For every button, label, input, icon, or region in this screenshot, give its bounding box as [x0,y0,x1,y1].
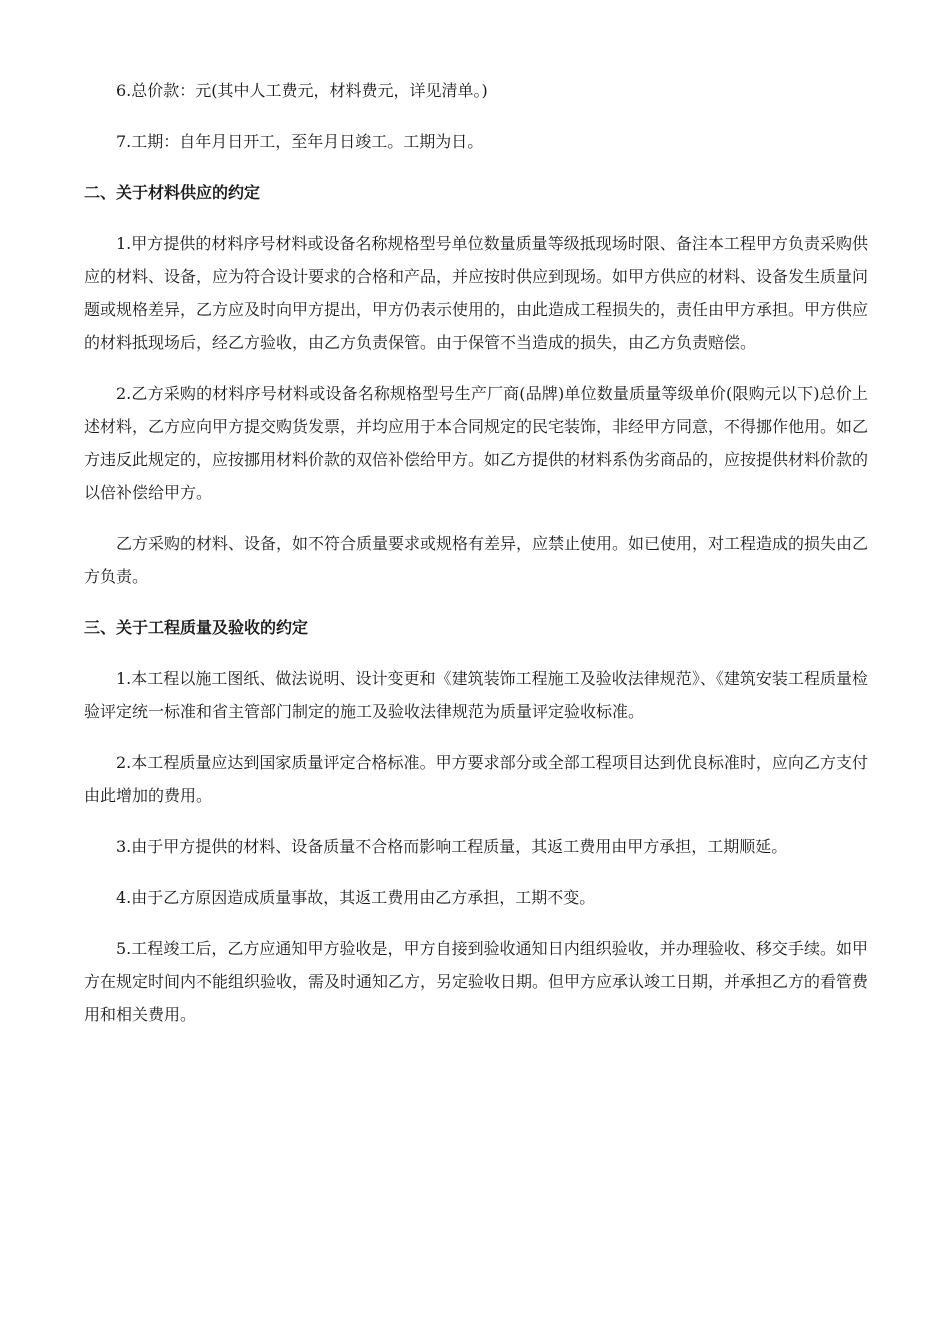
paragraph-total-price: 6.总价款：元(其中人工费元，材料费元，详见清单。) [116,81,488,100]
paragraph-party-b-rework: 4.由于乙方原因造成质量事故，其返工费用由乙方承担，工期不变。 [116,888,596,907]
paragraph-construction-period: 7.工期：自年月日开工，至年月日竣工。工期为日。 [116,132,484,151]
paragraph-party-b-nonconforming: 乙方采购的材料、设备，如不符合质量要求或规格有差异，应禁止使用。如已使用，对工程造成的损失由乙方负责。 [84,534,869,586]
section-heading-quality-acceptance: 三、关于工程质量及验收的约定 [84,618,309,637]
paragraph-quality-grade: 2.本工程质量应达到国家质量评定合格标准。甲方要求部分或全部工程项目达到优良标准时，应向乙方支付由此增加的费用。 [84,753,868,805]
paragraph-quality-standards: 1.本工程以施工图纸、做法说明、设计变更和《建筑装饰工程施工及验收法律规范》、《建筑安装工程质量检验评定统一标准和省主管部门制定的施工及验收法律规范为质量评定验收标准。 [84,669,868,721]
section-heading-material-supply: 二、关于材料供应的约定 [84,183,261,202]
paragraph-party-a-rework: 3.由于甲方提供的材料、设备质量不合格而影响工程质量，其返工费用由甲方承担，工期顺延。 [116,837,788,856]
paragraph-party-b-materials: 2.乙方采购的材料序号材料或设备名称规格型号生产厂商(品牌)单位数量质量等级单价(限购元以下)总价上述材料，乙方应向甲方提交购货发票，并均应用于本合同规定的民宅装饰，非经甲方同意，不得挪作他用。如乙方违反此规定的，应按挪用材料价款的双倍补偿给甲方。如乙方提供的材料系伪劣商品的，应按提供材料价款的以倍补偿给甲方。 [84,384,869,502]
document-page [84,74,868,1049]
paragraph-party-a-materials: 1.甲方提供的材料序号材料或设备名称规格型号单位数量质量等级抵现场时限、备注本工程甲方负责采购供应的材料、设备，应为符合设计要求的合格和产品，并应按时供应到现场。如甲方供应的材料、设备发生质量问题或规格差异，乙方应及时向甲方提出，甲方仍表示使用的，由此造成工程损失的，责任由甲方承担。甲方供应的材料抵现场后，经乙方验收，由乙方负责保管。由于保管不当造成的损失，由乙方负责赔偿。 [84,234,869,352]
paragraph-completion-acceptance: 5.工程竣工后，乙方应通知甲方验收是，甲方自接到验收通知日内组织验收，并办理验收、移交手续。如甲方在规定时间内不能组织验收，需及时通知乙方，另定验收日期。但甲方应承认竣工日期，并承担乙方的看管费用和相关费用。 [84,939,869,1024]
